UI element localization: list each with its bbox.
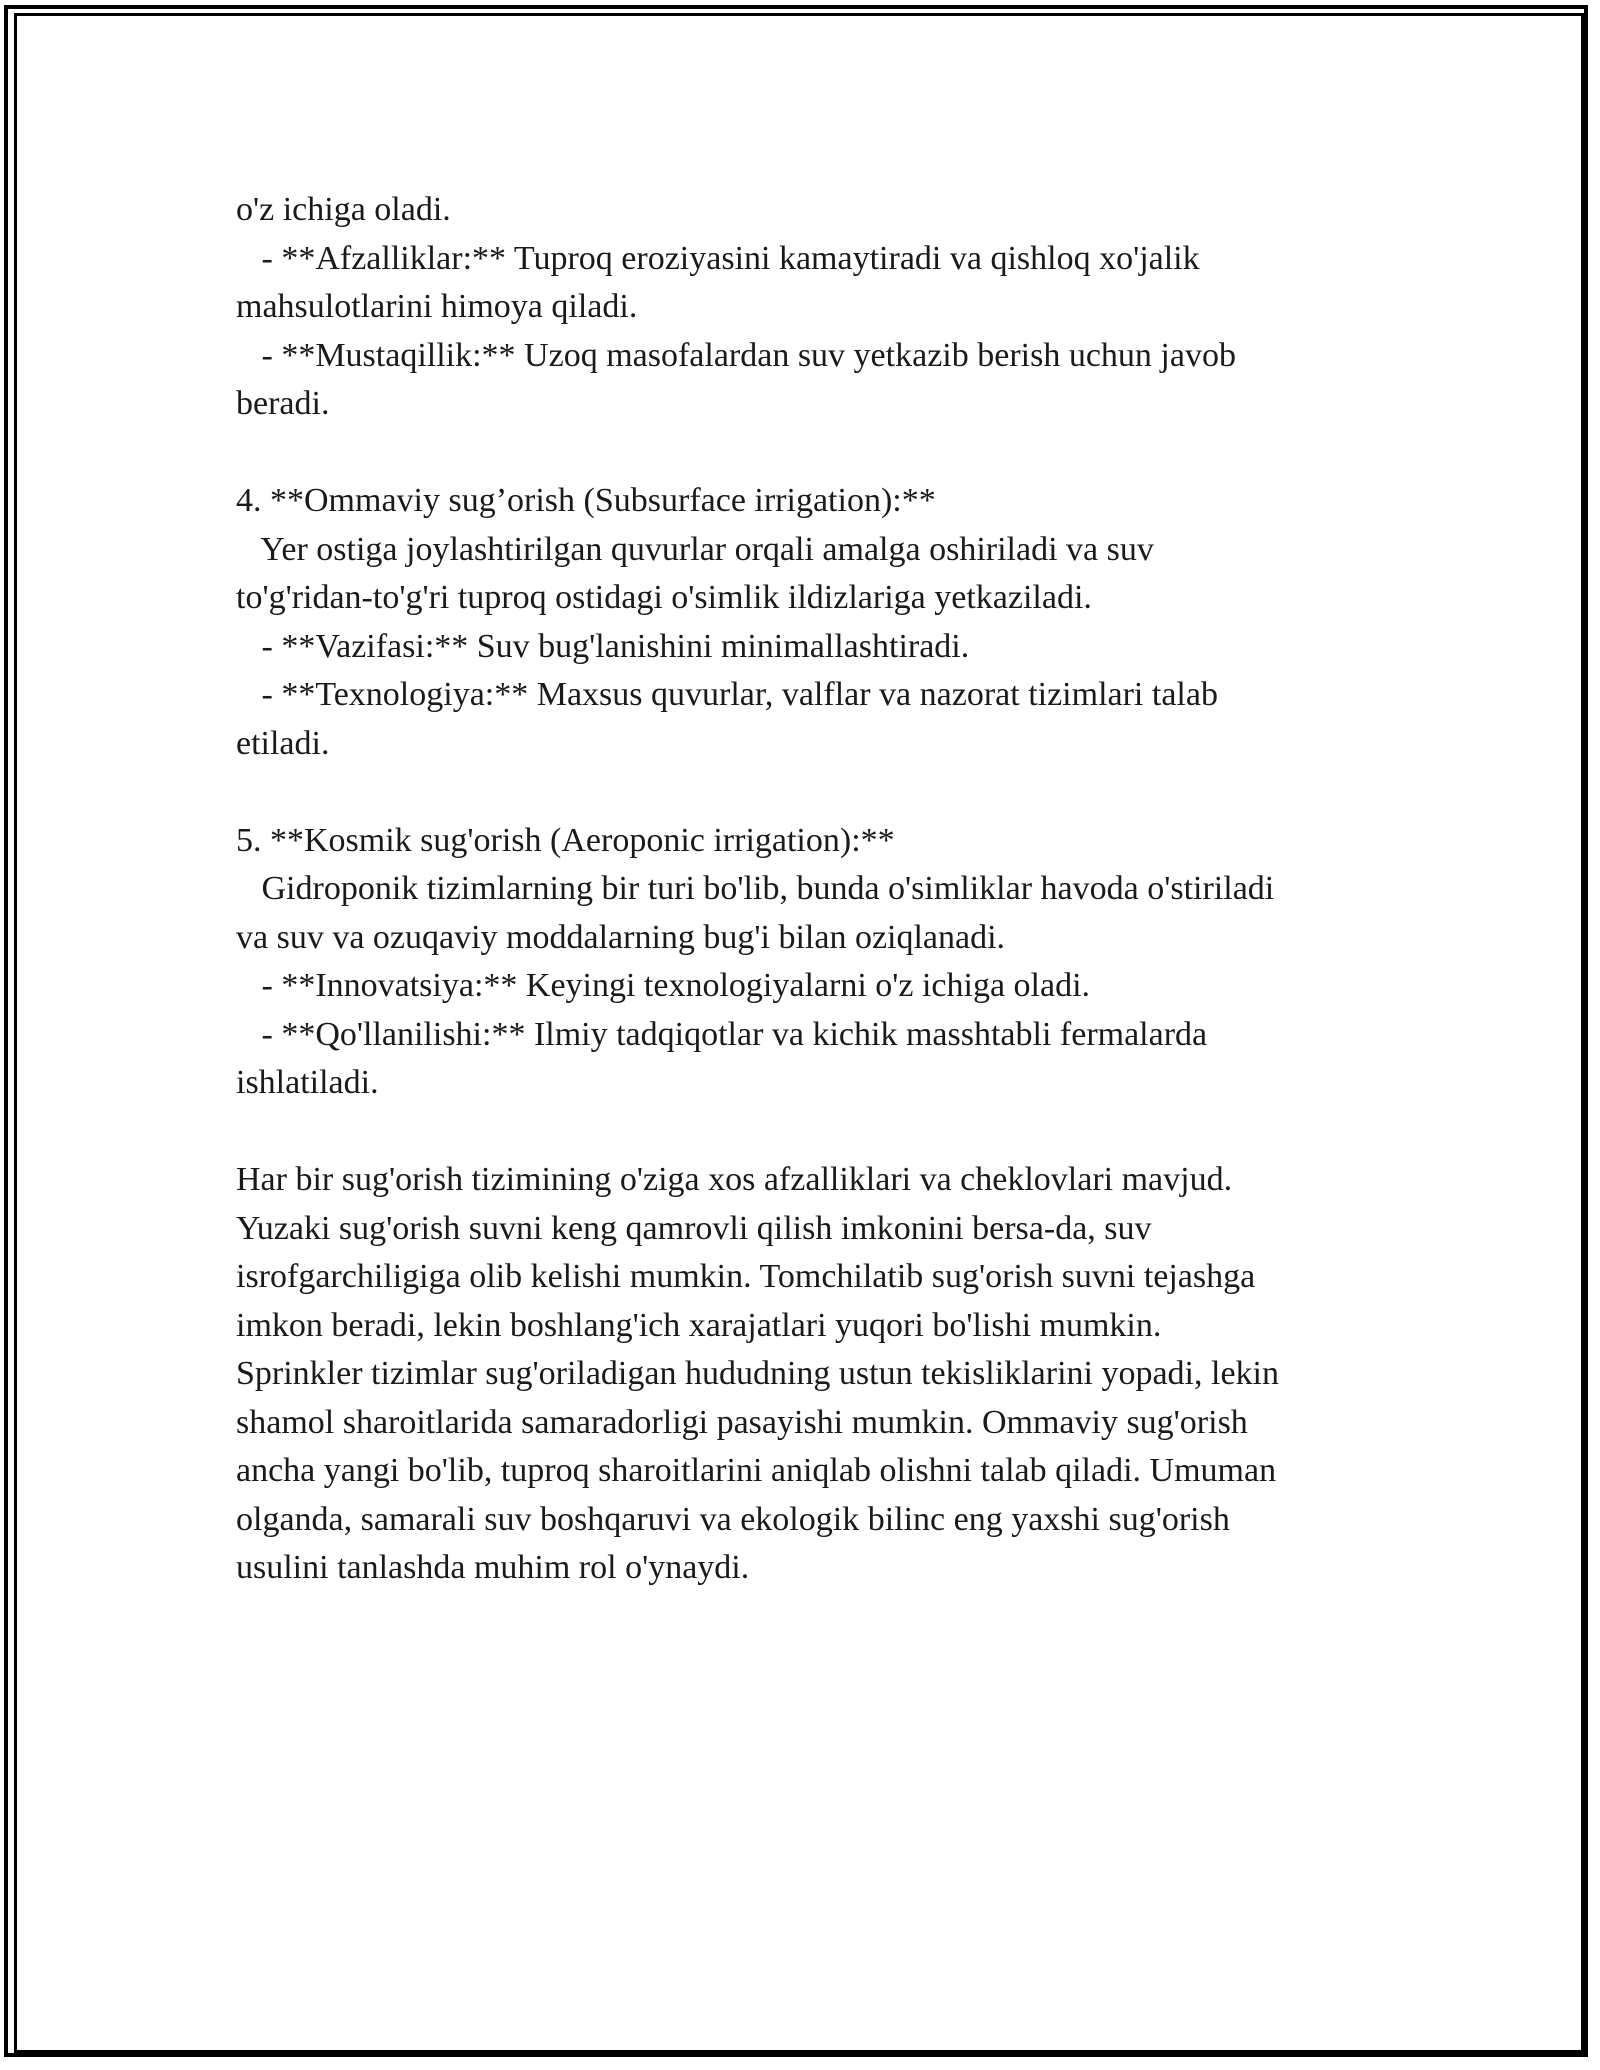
text-line: - **Texnologiya:** Maxsus quvurlar, valflar va nazorat tizimlari talab (236, 676, 1218, 713)
paragraph-gap (236, 429, 1426, 478)
text-line: Har bir sug'orish tizimining o'ziga xos afzalliklari va cheklovlari mavjud. (236, 1161, 1233, 1198)
text-line: imkon beradi, lekin boshlang'ich xarajatlari yuqori bo'lishi mumkin. (236, 1306, 1162, 1344)
paragraph-gap (236, 1108, 1426, 1157)
text-line: etiladi. (236, 724, 330, 762)
text-line: - **Afzalliklar:** Tuproq eroziyasini kamaytiradi va qishloq xo'jalik (236, 239, 1200, 277)
text-line: beradi. (236, 385, 330, 422)
text-line: shamol sharoitlarida samaradorligi pasayishi mumkin. Ommaviy sug'orish (236, 1403, 1248, 1441)
text-line: o'z ichiga oladi. (236, 191, 451, 228)
text-line: ishlatiladi. (236, 1064, 379, 1101)
text-line: - **Vazifasi:** Suv bug'lanishini minimallashtiradi. (236, 627, 970, 665)
text-line: ancha yangi bo'lib, tuproq sharoitlarini aniqlab olishni talab qiladi. Umuman (236, 1452, 1277, 1489)
text-line: to'g'ridan-to'g'ri tuproq ostidagi o'simlik ildizlariga yetkaziladi. (236, 579, 1092, 616)
text-line: va suv va ozuqaviy moddalarning bug'i bilan oziqlanadi. (236, 918, 1006, 956)
text-line: Yer ostiga joylashtirilgan quvurlar orqali amalga oshiriladi va suv (236, 530, 1154, 568)
document-body (236, 186, 1426, 1593)
text-line: Sprinkler tizimlar sug'oriladigan hududning ustun tekisliklarini yopadi, lekin (236, 1355, 1279, 1392)
section-heading: 4. **Ommaviy sug’orish (Subsurface irrigation):** (236, 482, 936, 519)
text-line: mahsulotlarini himoya qiladi. (236, 288, 638, 325)
text-line: - **Qo'llanilishi:** Ilmiy tadqiqotlar va kichik masshtabli fermalarda (236, 1015, 1208, 1053)
section-heading: 5. **Kosmik sug'orish (Aeroponic irrigation):** (236, 821, 895, 859)
text-line: - **Mustaqillik:** Uzoq masofalardan suv yetkazib berish uchun javob (236, 336, 1236, 374)
text-line: Gidroponik tizimlarning bir turi bo'lib, bunda o'simliklar havoda o'stiriladi (236, 870, 1275, 907)
text-line: olganda, samarali suv boshqaruvi va ekologik bilinc eng yaxshi sug'orish (236, 1500, 1230, 1538)
text-line: - **Innovatsiya:** Keyingi texnologiyalarni o'z ichiga oladi. (236, 967, 1091, 1004)
paragraph-gap (236, 768, 1426, 817)
text-line: usulini tanlashda muhim rol o'ynaydi. (236, 1549, 750, 1586)
text-line: Yuzaki sug'orish suvni keng qamrovli qilish imkonini bersa-da, suv (236, 1209, 1152, 1247)
text-line: isrofgarchiligiga olib kelishi mumkin. Tomchilatib sug'orish suvni tejashga (236, 1258, 1256, 1295)
